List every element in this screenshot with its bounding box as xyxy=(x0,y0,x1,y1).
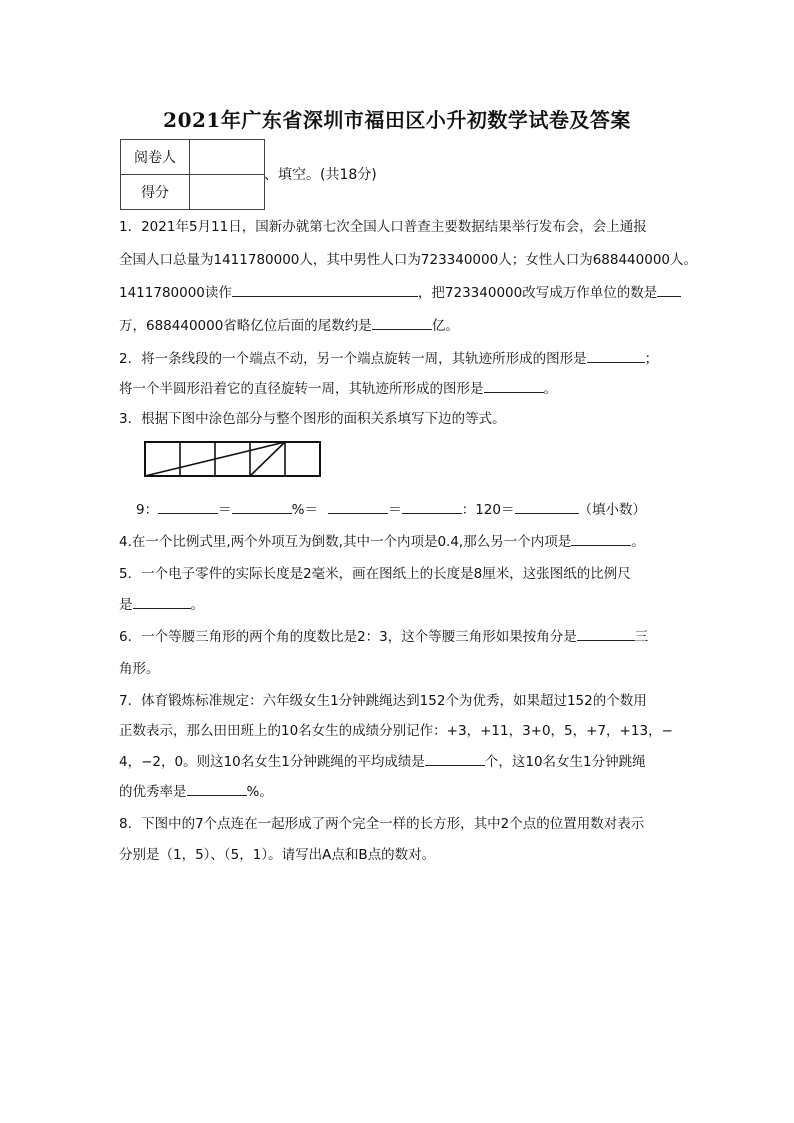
q6-line1-text-a: 6．一个等腰三角形的两个角的度数比是2：3，这个等腰三角形如果按角分是 xyxy=(119,629,577,645)
answer-blank-q1-yi[interactable] xyxy=(372,315,432,330)
q1-line3-text-b: ，把723340000改写成万作单位的数是 xyxy=(417,285,658,301)
answer-blank-q3-4[interactable] xyxy=(402,499,462,514)
answer-blank-q7-rate[interactable] xyxy=(187,781,247,796)
answer-blank-q4[interactable] xyxy=(571,531,631,546)
q1-line1: 1．2021年5月11日，国新办就第七次全国人口普查主要数据结果举行发布会，会上通报 xyxy=(119,219,647,235)
q2-line2-text-b: 。 xyxy=(543,381,557,397)
answer-blank-q3-2[interactable] xyxy=(232,499,292,514)
score-table xyxy=(120,139,265,210)
q7-line4-text-a: 的优秀率是 xyxy=(119,784,187,800)
q3-eq-equals-2: ＝ xyxy=(388,502,402,518)
q2-line1-text-b: ； xyxy=(644,351,659,367)
q7-line1: 7．体育锻炼标准规定：六年级女生1分钟跳绳达到152个为优秀，如果超过152的个数用 xyxy=(119,693,647,709)
section-heading: 、填空。(共18分) xyxy=(264,167,377,183)
score-label: 得分 xyxy=(121,175,190,210)
q3-eq-note: （填小数） xyxy=(578,502,646,518)
q5-line1: 5．一个电子零件的实际长度是2毫米，画在图纸上的长度是8厘米，这张图纸的比例尺 xyxy=(119,566,631,582)
q4-line1 xyxy=(119,530,679,550)
answer-blank-q2-1[interactable] xyxy=(587,348,645,363)
q4-line1-text-b: 。 xyxy=(631,534,645,550)
q3-eq-percent: %＝ xyxy=(291,502,318,518)
q5-line2 xyxy=(119,593,679,613)
q1-line3 xyxy=(119,281,679,301)
q7-line3 xyxy=(119,750,679,770)
answer-blank-q3-3[interactable] xyxy=(328,499,388,514)
q6-line1-text-b: 三 xyxy=(634,629,649,645)
q1-line4-text-b: 亿。 xyxy=(431,318,459,334)
q2-line1 xyxy=(119,347,679,367)
q2-line2 xyxy=(119,377,679,397)
q7-line4 xyxy=(119,780,679,800)
answer-blank-q6[interactable] xyxy=(577,626,635,641)
answer-blank-q3-1[interactable] xyxy=(158,499,218,514)
q1-line3-text-a: 1411780000读作 xyxy=(119,285,232,301)
q8-line2: 分别是（1，5）、（5，1）。请写出A点和B点的数对。 xyxy=(119,847,436,863)
page-title: 2021年广东省深圳市福田区小升初数学试卷及答案 xyxy=(163,108,631,132)
q3-eq-9: 9： xyxy=(136,502,159,518)
figure-outer-rect xyxy=(145,442,320,476)
q1-line4 xyxy=(119,314,679,334)
q2-line2-text-a: 将一个半圆形沿着它的直径旋转一周，其轨迹所形成的图形是 xyxy=(119,381,484,397)
reviewer-field[interactable] xyxy=(190,140,265,175)
q7-line2: 正数表示，那么田田班上的10名女生的成绩分别记作：+3，+11，3+0，5，+7，+13，− xyxy=(119,723,673,739)
q1-line2: 全国人口总量为1411780000人，其中男性人口为723340000人；女性人口为688440000人。 xyxy=(119,252,697,268)
figure-diagonal-short xyxy=(250,442,285,476)
q7-line4-text-b: %。 xyxy=(246,784,273,800)
answer-blank-q7-average[interactable] xyxy=(425,751,485,766)
q4-line1-text-a: 4.在一个比例式里,两个外项互为倒数,其中一个内项是0.4,那么另一个内项是 xyxy=(119,534,572,550)
q2-line1-text-a: 2．将一条线段的一个端点不动，另一个端点旋转一周，其轨迹所形成的图形是 xyxy=(119,351,587,367)
q3-line1: 3．根据下图中涂色部分与整个图形的面积关系填写下边的等式。 xyxy=(119,411,506,427)
q3-eq-colon-120: ：120＝ xyxy=(461,502,515,518)
q6-line2: 角形。 xyxy=(119,661,160,677)
answer-blank-q1-wan[interactable] xyxy=(657,282,681,297)
answer-blank-q5[interactable] xyxy=(133,594,191,609)
answer-blank-q3-5[interactable] xyxy=(515,499,579,514)
answer-blank-q2-2[interactable] xyxy=(484,378,544,393)
answer-blank-q1-reading[interactable] xyxy=(232,282,418,297)
q7-line3-text-a: 4，−2，0。则这10名女生1分钟跳绳的平均成绩是 xyxy=(119,754,425,770)
q3-shaded-figure xyxy=(144,441,324,481)
q7-line3-text-b: 个，这10名女生1分钟跳绳 xyxy=(484,754,646,770)
q3-equation-line xyxy=(136,498,696,518)
q1-line4-text-a: 万，688440000省略亿位后面的尾数约是 xyxy=(119,318,372,334)
q5-line2-text-b: 。 xyxy=(190,597,204,613)
q5-line2-text-a: 是 xyxy=(119,597,133,613)
q8-line1: 8．下图中的7个点连在一起形成了两个完全一样的长方形，其中2个点的位置用数对表示 xyxy=(119,816,645,832)
score-field[interactable] xyxy=(190,175,265,210)
reviewer-label: 阅卷人 xyxy=(121,140,190,175)
q6-line1 xyxy=(119,625,679,645)
q3-eq-equals-1: ＝ xyxy=(218,502,232,518)
